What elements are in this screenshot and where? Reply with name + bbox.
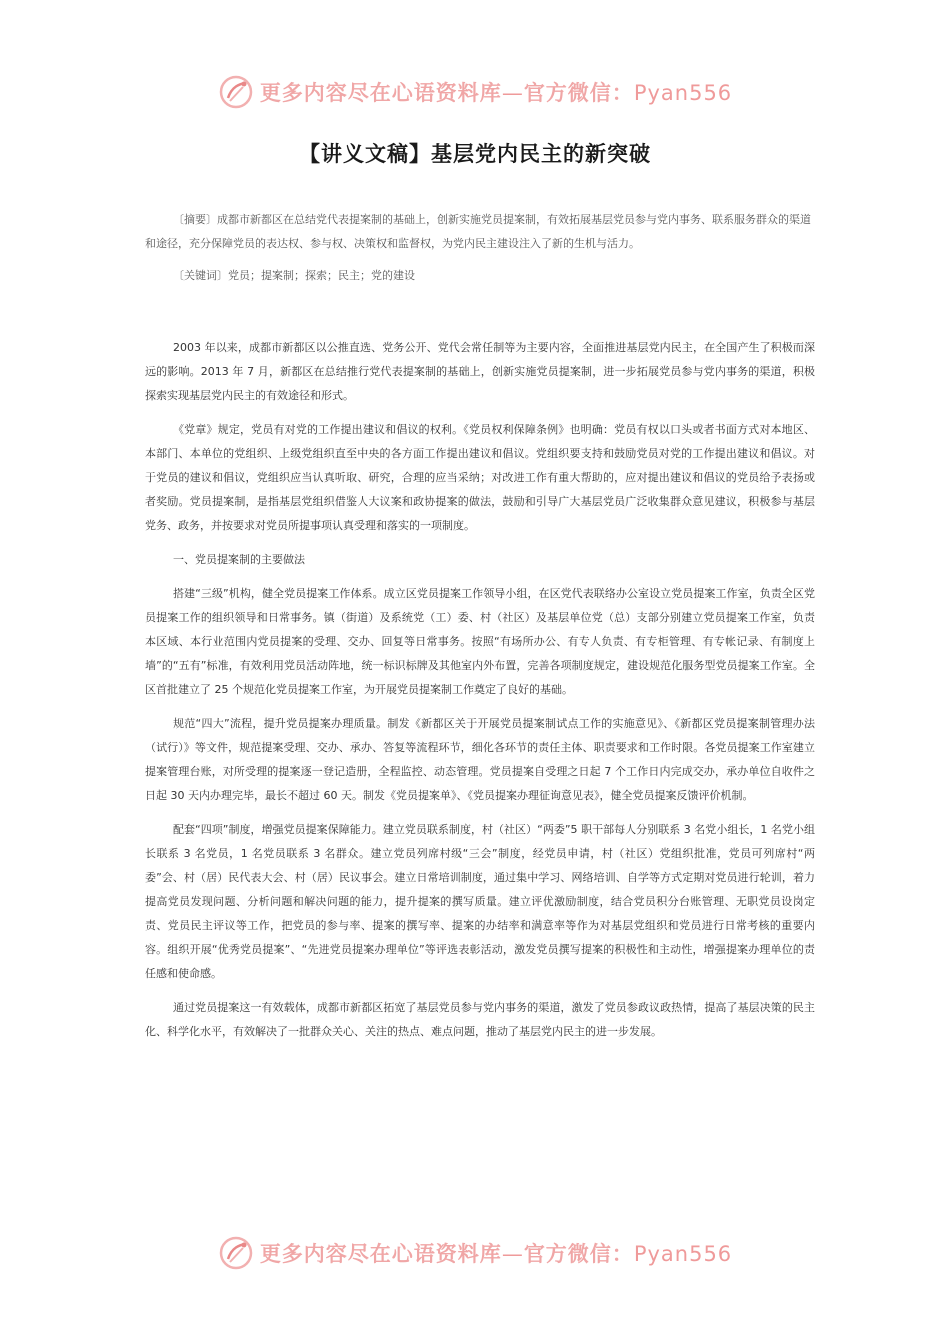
paragraph-three-levels: 搭建“三级”机构，健全党员提案工作体系。成立区党员提案工作领导小组，在区党代表联络办公室设立党员提案工作室，负责全区党员提案工作的组织领导和日常事务。镇（街道）及系统党（工）委、村（社区）及基层单位党（总）支部分别建立党员提案工作室，负责本区域、本行业范围内党员提案的受理、交办、回复等日常事务。按照“有场所办公、有专人负责、有专柜管理、有专帐记录、有制度上墙”的“五有”标准，有效利用党员活动阵地，统一标识标牌及其他室内外布置，完善各项制度规定，建设规范化服务型党员提案工作室。全区首批建立了 25 个规范化党员提案工作室，为开展党员提案制工作奠定了良好的基础。: [145, 587, 815, 696]
banner-official: 官方微信：: [523, 80, 634, 105]
banner-account: Pyan556: [633, 1242, 733, 1266]
section-heading: 一、党员提案制的主要做法: [173, 553, 305, 566]
banner-dash: —: [501, 81, 524, 105]
brand-logo-icon: [218, 1235, 254, 1271]
document-body: [145, 208, 815, 1044]
abstract: 〔摘要〕成都市新都区在总结党代表提案制的基础上，创新实施党员提案制，有效拓展基层党员参与党内事务、联系服务群众的渠道和途径，充分保障党员的表达权、参与权、决策权和监督权，为党内民主建设注入了新的生机与活力。: [145, 213, 811, 250]
paragraph-four-processes: 规范“四大”流程，提升党员提案办理质量。制发《新都区关于开展党员提案制试点工作的实施意见》、《新都区党员提案制管理办法（试行）》等文件，规范提案受理、交办、承办、答复等流程环节，细化各环节的责任主体、职责要求和工作时限。各党员提案工作室建立提案管理台账，对所受理的提案逐一登记造册，全程监控、动态管理。党员提案自受理之日起 7 个工作日内完成交办，承办单位自收件之日起 30 天内办理完毕，最长不超过 60 天。制发《党员提案单》、《党员提案办理征询意见表》，健全党员提案反馈评价机制。: [145, 717, 815, 802]
banner-official: 官方微信：: [523, 1241, 634, 1266]
banner-text: [260, 1238, 732, 1268]
banner-main: 更多内容尽在心语资料库: [259, 1241, 502, 1266]
banner-account: Pyan556: [633, 81, 733, 105]
paragraph-four-systems: 配套“四项”制度，增强党员提案保障能力。建立党员联系制度，村（社区）“两委”5 职干部每人分别联系 3 名党小组长，1 名党小组长联系 3 名党员，1 名党员联系 3 名群众。建立党员列席村级“三会”制度，经党员申请，村（社区）党组织批准，党员可列席村“两委”会、村（居）民代表大会、村（居）民议事会。建立日常培训制度，通过集中学习、网络培训、自学等方式定期对党员进行轮训，着力提高党员发现问题、分析问题和解决问题的能力，提升提案的撰写质量。建立评优激励制度，结合党员积分台账管理、无职党员设岗定责、党员民主评议等工作，把党员的参与率、提案的撰写率、提案的办结率和满意率等作为对基层党组织和党员进行日常考核的重要内容。组织开展“优秀党员提案”、“先进党员提案办理单位”等评选表彰活动，激发党员撰写提案的积极性和主动性，增强提案办理单位的责任感和使命感。: [145, 823, 815, 980]
paragraph-intro: 2003 年以来，成都市新都区以公推直选、党务公开、党代会常任制等为主要内容，全面推进基层党内民主，在全国产生了积极而深远的影响。2013 年 7 月，新都区在总结推行党代表提案制的基础上，创新实施党员提案制，进一步拓展党员参与党内事务的渠道，积极探索实现基层党内民主的有效途径和形式。: [145, 341, 815, 402]
footer-banner: [0, 1233, 950, 1273]
banner-dash: —: [501, 1242, 524, 1266]
banner-main: 更多内容尽在心语资料库: [259, 80, 502, 105]
keywords: 〔关键词〕党员；提案制；探索；民主；党的建设: [173, 269, 415, 282]
brand-logo-icon: [218, 74, 254, 110]
document-title: 【讲义文稿】基层党内民主的新突破: [299, 142, 651, 166]
banner-text: [260, 77, 732, 107]
paragraph-party-charter: 《党章》规定，党员有对党的工作提出建议和倡议的权利。《党员权利保障条例》也明确：党员有权以口头或者书面方式对本地区、本部门、本单位的党组织、上级党组织直至中央的各方面工作提出建议和倡议。党组织要支持和鼓励党员对党的工作提出建议和倡议。对于党员的建议和倡议，党组织应当认真听取、研究，合理的应当采纳；对改进工作有重大帮助的，应对提出建议和倡议的党员给予表扬或者奖励。党员提案制，是指基层党组织借鉴人大议案和政协提案的做法，鼓励和引导广大基层党员广泛收集群众意见建议，积极参与基层党务、政务，并按要求对党员所提事项认真受理和落实的一项制度。: [145, 423, 815, 532]
paragraph-conclusion: 通过党员提案这一有效载体，成都市新都区拓宽了基层党员参与党内事务的渠道，激发了党员参政议政热情，提高了基层决策的民主化、科学化水平，有效解决了一批群众关心、关注的热点、难点问题，推动了基层党内民主的进一步发展。: [145, 1001, 815, 1038]
header-banner: [0, 72, 950, 112]
